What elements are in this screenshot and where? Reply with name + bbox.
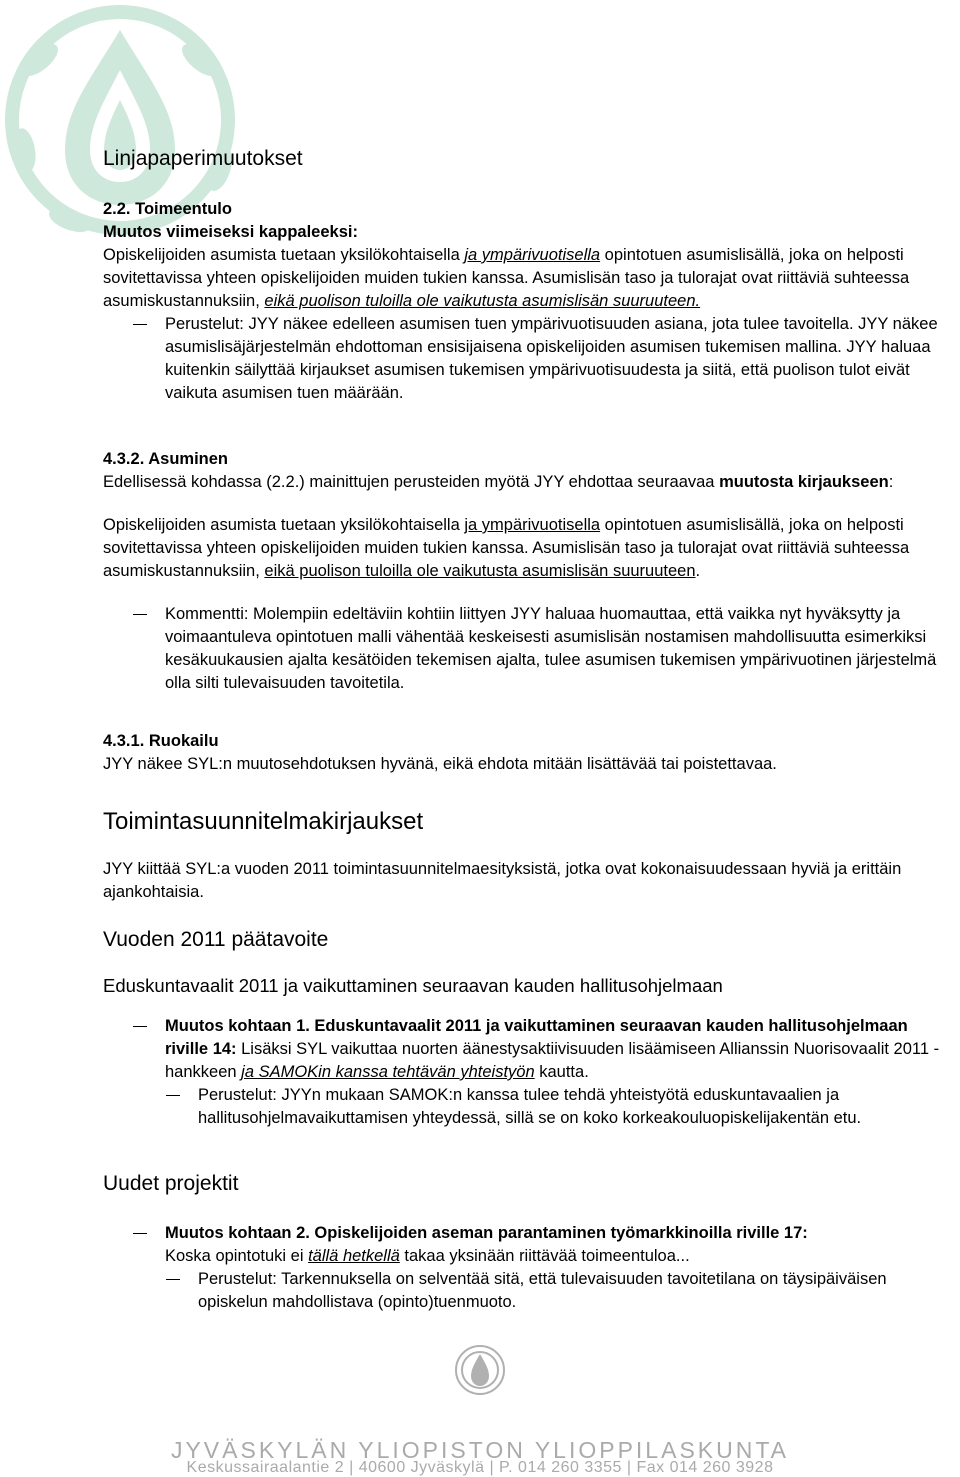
paragraph: Eduskuntavaalit 2011 ja vaikuttaminen seuraavan kauden hallitusohjelmaan [103,975,723,996]
paragraph: JYY kiittää SYL:a vuoden 2011 toimintasuunnitelmaesityksistä, jotka ovat kokonaisuudessaan hyviä ja erittäin ajankohtaisia. [103,860,902,901]
section-heading: Toimintasuunnitelmakirjaukset [103,808,424,835]
sub-bullet-item: Perustelut: JYYn mukaan SAMOK:n kanssa tulee tehdä yhteistyötä eduskuntavaalien ja hallitusohjelmavaikuttamisen yhteydessä, sillä se on koko korkeakouluopiskelijakentän etu. [103,1084,955,1130]
section-asuminen [103,448,955,695]
paragraph: JYY näkee SYL:n muutosehdotuksen hyvänä, eikä ehdota mitään lisättävää tai poistettavaa. [103,755,777,773]
list-item [103,1222,955,1314]
paragraph: Edellisessä kohdassa (2.2.) mainittujen perusteiden myötä JYY ehdottaa seuraavaa muutosta kirjaukseen: [103,473,894,491]
bullet-item: Kommentti: Molempiin edeltäviin kohtiin liittyen JYY haluaa huomauttaa, että vaikka nyt hyväksytty ja voimaantuleva opintotuen malli vähentää keskeisesti asumislisän nostamisen mahdollisuutta esimerkiksi kesäkuukausien ajalta kesätöiden tekemisen ajalta, tulee asumisen tukemisen ympärivuotinen järjestelmä olla silti tulevaisuuden tavoitetila. [103,603,955,695]
section-heading: 4.3.1. Ruokailu [103,732,219,750]
section-heading: 4.3.2. Asuminen [103,450,229,468]
doc-title: Linjapaperimuutokset [103,147,303,170]
section-heading: 2.2. Toimeentulo [103,200,232,218]
footer-organization: JYVÄSKYLÄN YLIOPISTON YLIOPPILASKUNTA [170,1437,790,1463]
bullet-item: Muutos kohtaan 1. Eduskuntavaalit 2011 ja vaikuttaminen seuraavan kauden hallitusohjelmaan riville 14: Lisäksi SYL vaikuttaa nuorten äänestysaktiivisuuden lisäämiseen Allianssin Nuorisovaalit 2011 -hankkeen ja SAMOKin kanssa tehtävän yhteistyön kautta. [103,1015,955,1084]
section-heading: Vuoden 2011 päätavoite [103,928,329,951]
paragraph: Opiskelijoiden asumista tuetaan yksilökohtaisella ja ympärivuotisella opintotuen asumislisällä, joka on helposti sovitettavissa yhteen opiskelijoiden muiden tukien kanssa. Asumislisän taso ja tulorajat ovat riittäviä suhteessa asumiskustannuksiin, eikä puolison tuloilla ole vaikutusta asumislisän suuruuteen. [103,246,910,310]
paragraph: Opiskelijoiden asumista tuetaan yksilökohtaisella ja ympärivuotisella opintotuen asumislisällä, joka on helposti sovitettavissa yhteen opiskelijoiden muiden tukien kanssa. Asumislisän taso ja tulorajat ovat riittäviä suhteessa asumiskustannuksiin, eikä puolison tuloilla ole vaikutusta asumislisän suuruuteen. [103,516,910,580]
bullet-item: Muutos kohtaan 2. Opiskelijoiden aseman parantaminen työmarkkinoilla riville 17: Koska opintotuki ei tällä hetkellä takaa yksinään riittävää toimeentuloa... [103,1222,955,1268]
university-logo [440,1340,520,1400]
list-item [103,1015,955,1130]
section-subheading: Muutos viimeiseksi kappaleeksi: [103,223,358,241]
section-ruokailu [103,730,955,776]
footer-address: Keskussairaalantie 2 | 40600 Jyväskylä | P. 014 260 3355 | Fax 014 260 3928 [186,1459,774,1476]
bullet-item: Perustelut: JYY näkee edelleen asumisen tuen ympärivuotisuuden asiana, jota tulee tavoitella. JYY näkee asumislisäjärjestelmän ehdottoman ensisijaisena opiskelijoiden asumisen tukemisen mallina. JYY haluaa kuitenkin säilyttää kirjaukset asumisen tukemisen ympärivuotisuudesta ja siitä, että puolison tulot eivät vaikuta asumisen tuen määrään. [103,313,955,405]
sub-bullet-item: Perustelut: Tarkennuksella on selventää sitä, että tulevaisuuden tavoitetilana on täysipäiväisen opiskelun mahdollistava (opinto)tuenmuoto. [103,1268,955,1314]
section-toimeentulo [103,198,955,405]
section-heading: Uudet projektit [103,1172,239,1195]
